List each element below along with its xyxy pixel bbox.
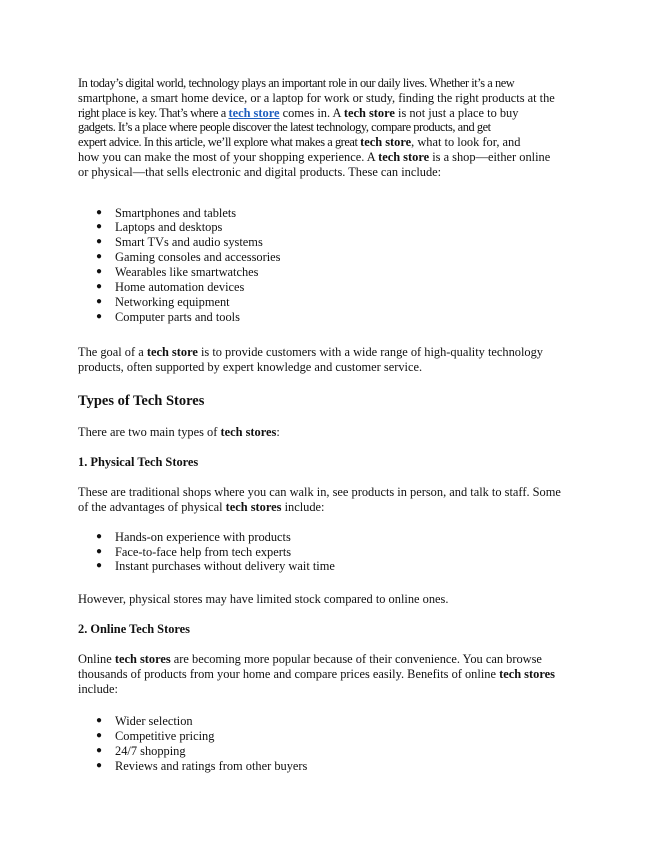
bullet-icon: ● [96, 560, 103, 572]
bullet-icon: ● [96, 296, 103, 308]
bullet-icon: ● [96, 715, 103, 727]
intro-line: is not just a place to buy [394, 105, 519, 120]
bullet-icon: ● [96, 530, 103, 542]
bullet-icon: ● [96, 221, 103, 233]
bullet-icon: ● [96, 236, 103, 248]
bullet-icon: ● [96, 545, 103, 557]
tech-store-link[interactable]: tech store [228, 105, 280, 120]
list-item: ● Instant purchases without delivery wait time [96, 559, 335, 574]
list-item: ● Gaming consoles and accessories [96, 250, 281, 265]
intro-line: , what to look for, and [411, 135, 521, 150]
bold-term: tech stores [114, 651, 171, 666]
bullet-icon: ● [96, 760, 103, 772]
list-item: ● Wider selection [96, 714, 193, 729]
list-item: ● Competitive pricing [96, 729, 215, 744]
bold-term: tech store [360, 135, 412, 150]
intro-line: smartphone, a smart home device, or a laptop for work or study, finding the right products at the [78, 90, 555, 105]
list-item: ● Computer parts and tools [96, 309, 240, 324]
types-intro-paragraph: There are two main types of tech stores: [78, 425, 280, 440]
products-list [78, 206, 578, 325]
goal-paragraph: The goal of a tech store is to provide customers with a wide range of high-quality technology products, often supported by expert knowledge and customer service. [78, 344, 544, 374]
list-item: ● Home automation devices [96, 280, 245, 295]
bullet-icon: ● [96, 730, 103, 742]
intro-paragraph [78, 76, 578, 180]
online-benefits-list [78, 714, 578, 774]
online-stores-paragraph: Online tech stores are becoming more popular because of their convenience. You can browse thousands of products from your home and compare prices easily. Benefits of online tech stores include: [78, 651, 555, 696]
physical-stores-paragraph: These are traditional shops where you can walk in, see products in person, and talk to staff. Some of the advantages of physical tech stores include: [78, 485, 561, 514]
bullet-icon: ● [96, 251, 103, 263]
bold-term: tech stores [499, 666, 555, 681]
list-item: ● Face-to-face help from tech experts [96, 544, 292, 559]
bullet-icon: ● [96, 266, 103, 278]
physical-limitation-paragraph: However, physical stores may have limited stock compared to online ones. [78, 592, 449, 607]
bullet-icon: ● [96, 745, 103, 757]
list-item: ● Smart TVs and audio systems [96, 235, 263, 250]
bullet-icon: ● [96, 281, 103, 293]
physical-stores-heading: 1. Physical Tech Stores [78, 455, 199, 470]
online-stores-heading: 2. Online Tech Stores [78, 622, 190, 637]
intro-line: In today’s digital world, technology plays an important role in our daily lives. Whether it’s a new [78, 76, 515, 90]
bold-term: tech store [378, 149, 430, 164]
intro-line: expert advice. In this article, we’ll explore what makes a great [78, 135, 361, 150]
bold-term: tech store [146, 344, 198, 359]
document-page [78, 76, 578, 794]
list-item: ● Networking equipment [96, 295, 230, 310]
intro-line: or physical—that sells electronic and digital products. These can include: [78, 164, 442, 179]
list-item: ● Reviews and ratings from other buyers [96, 759, 308, 774]
list-item: ● 24/7 shopping [96, 744, 186, 759]
intro-line: comes in. A [279, 105, 344, 120]
intro-line: gadgets. It’s a place where people discover the latest technology, compare products, and get [78, 120, 491, 135]
intro-line: how you can make the most of your shopping experience. A [78, 149, 379, 164]
list-item: ● Smartphones and tablets [96, 205, 237, 220]
list-item: ● Hands-on experience with products [96, 529, 291, 544]
intro-line: is a shop—either online [429, 149, 551, 164]
bullet-icon: ● [96, 310, 103, 322]
bold-term: tech stores [220, 425, 277, 440]
types-heading: Types of Tech Stores [78, 393, 205, 410]
bold-term: tech store [343, 105, 395, 120]
intro-line: right place is key. That’s where a [78, 105, 229, 120]
bullet-icon: ● [96, 206, 103, 218]
physical-advantages-list [78, 530, 578, 575]
list-item: ● Laptops and desktops [96, 220, 223, 235]
bold-term: tech stores [225, 499, 282, 514]
list-item: ● Wearables like smartwatches [96, 265, 259, 280]
